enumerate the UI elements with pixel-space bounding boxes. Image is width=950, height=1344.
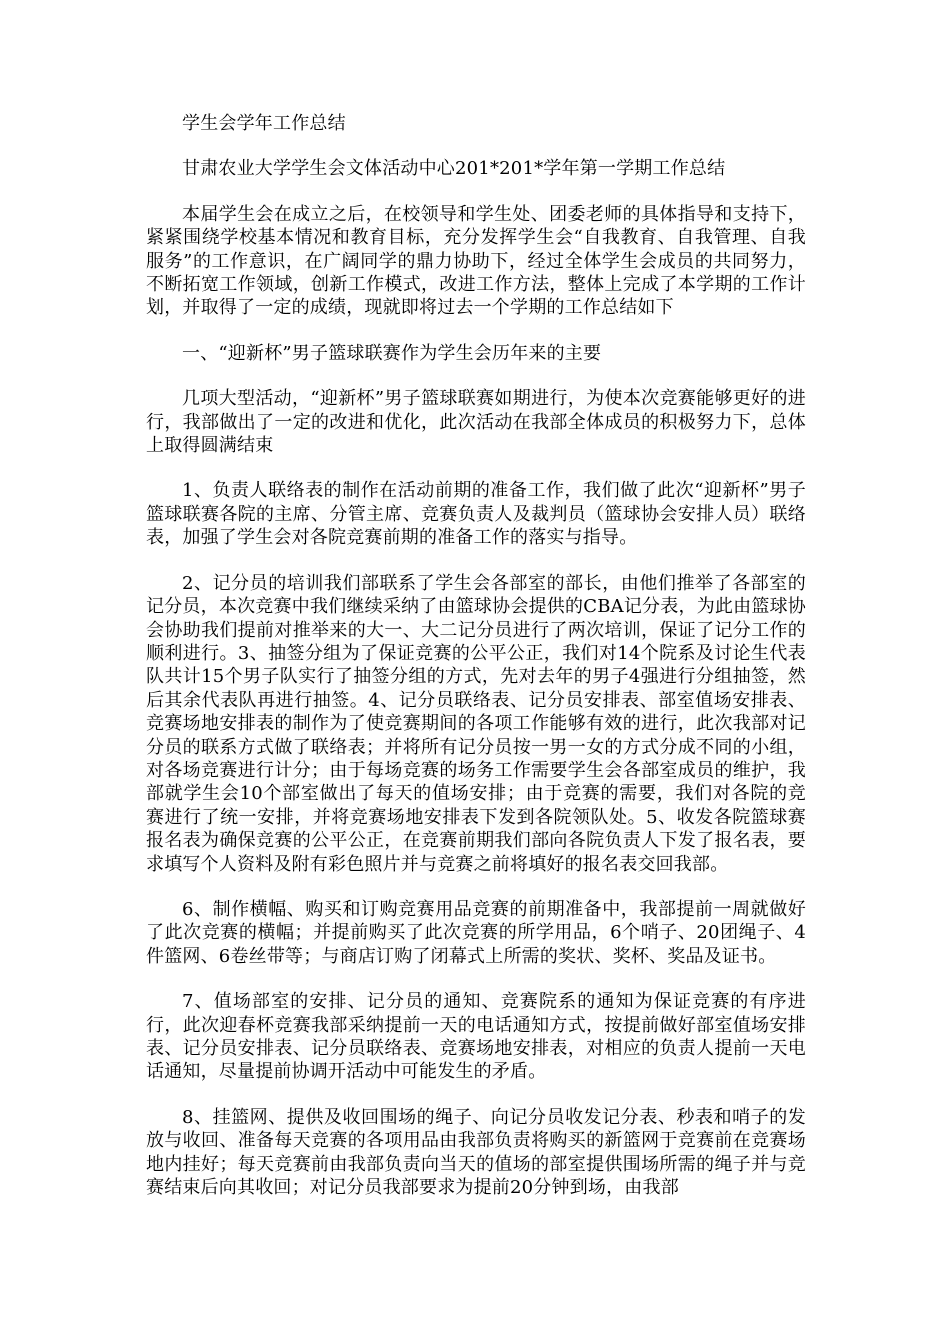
paragraph-intro: 本届学生会在成立之后，在校领导和学生处、团委老师的具体指导和支持下，紧紧围绕学校基本情况和教育目标，充分发挥学生会“自我教育、自我管理、自我服务”的工作意识，在广阔同学的鼎力协助下，经过全体学生会成员的共同努力，不断拓宽工作领域，创新工作模式，改进工作方法，整体上完成了本学期的工作计划，并取得了一定的成绩，现就即将过去一个学期的工作总结如下 — [146, 203, 806, 319]
paragraph-item-1: 1、负责人联络表的制作在活动前期的准备工作，我们做了此次“迎新杯”男子篮球联赛各院的主席、分管主席、竞赛负责人及裁判员（篮球协会安排人员）联络表，加强了学生会对各院竞赛前期的准备工作的落实与指导。 — [146, 480, 806, 549]
paragraph-item-2-5: 2、记分员的培训我们部联系了学生会各部室的部长，由他们推举了各部室的记分员，本次竞赛中我们继续采纳了由篮球协会提供的CBA记分表，为此由篮球协会协助我们提前对推举来的大一、大二记分员进行了两次培训，保证了记分工作的顺利进行。3、抽签分组为了保证竞赛的公平公正，我们对14个院系及讨论生代表队共计15个男子队实行了抽签分组的方式，先对去年的男子4强进行分组抽签，然后其余代表队再进行抽签。4、记分员联络表、记分员安排表、部室值场安排表、竞赛场地安排表的制作为了使竞赛期间的各项工作能够有效的进行，此次我部对记分员的联系方式做了联络表；并将所有记分员按一男一女的方式分成不同的小组，对各场竞赛进行计分；由于每场竞赛的场务工作需要学生会各部室成员的维护，我部就学生会10个部室做出了每天的值场安排；由于竞赛的需要，我们对各院的竞赛进行了统一安排，并将竞赛场地安排表下发到各院领队处。5、收发各院篮球赛报名表为确保竞赛的公平公正，在竞赛前期我们部向各院负责人下发了报名表，要求填写个人资料及附有彩色照片并与竞赛之前将填好的报名表交回我部。 — [146, 572, 806, 875]
paragraph-activities: 几项大型活动，“迎新杯”男子篮球联赛如期进行，为使本次竞赛能够更好的进行，我部做出了一定的改进和优化，此次活动在我部全体成员的积极努力下，总体上取得圆满结束 — [146, 388, 806, 457]
document-title: 学生会学年工作总结 — [182, 113, 346, 134]
paragraph-item-6: 6、制作横幅、购买和订购竞赛用品竞赛的前期准备中，我部提前一周就做好了此次竞赛的横幅；并提前购买了此次竞赛的所学用品，6个哨子、20团绳子、4件篮网、6卷丝带等；与商店订购了闭幕式上所需的奖状、奖杯、奖品及证书。 — [146, 898, 806, 967]
paragraph-item-8: 8、挂篮网、提供及收回围场的绳子、向记分员收发记分表、秒表和哨子的发放与收回、准备每天竞赛的各项用品由我部负责将购买的新篮网于竞赛前在竞赛场地内挂好；每天竞赛前由我部负责向当天的值场的部室提供围场所需的绳子并与竞赛结束后向其收回；对记分员我部要求为提前20分钟到场，由我部 — [146, 1106, 806, 1199]
document-subtitle: 甘肃农业大学学生会文体活动中心201*201*学年第一学期工作总结 — [182, 158, 726, 180]
section-heading-1: 一、“迎新杯”男子篮球联赛作为学生会历年来的主要 — [182, 342, 602, 364]
paragraph-item-7: 7、值场部室的安排、记分员的通知、竞赛院系的通知为保证竞赛的有序进行，此次迎春杯竞赛我部采纳提前一天的电话通知方式，按提前做好部室值场安排表、记分员安排表、记分员联络表、竞赛场地安排表，对相应的负责人提前一天电话通知，尽量提前协调开活动中可能发生的矛盾。 — [146, 991, 806, 1083]
document-page — [146, 112, 806, 1221]
